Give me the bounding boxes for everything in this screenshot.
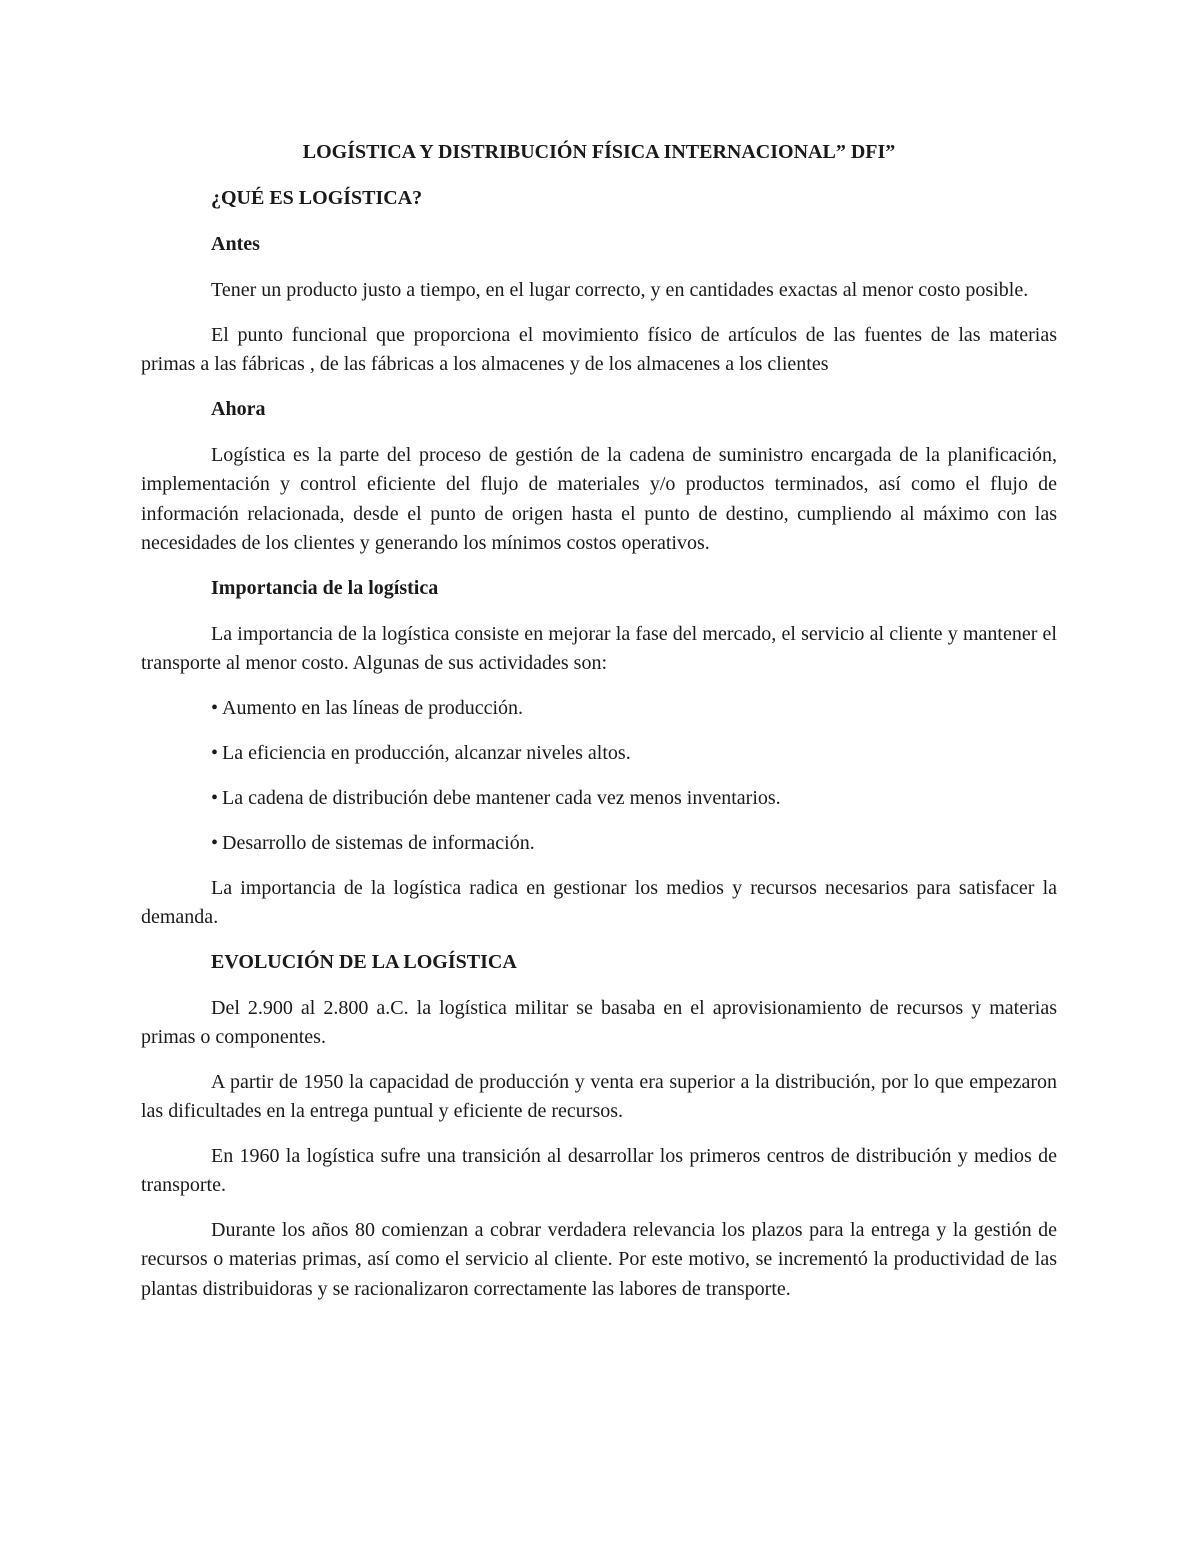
- bullet-item: [141, 829, 1057, 858]
- paragraph: En 1960 la logística sufre una transición al desarrollar los primeros centros de distribución y medios de transporte.: [141, 1144, 1057, 1196]
- paragraph: La importancia de la logística consiste en mejorar la fase del mercado, el servicio al cliente y mantener el transporte al menor costo. Algunas de sus actividades son:: [141, 622, 1057, 674]
- question-heading: ¿QUÉ ES LOGÍSTICA?: [211, 187, 423, 209]
- bullet-item: [141, 784, 1057, 813]
- bullet-text: Desarrollo de sistemas de información.: [222, 831, 535, 854]
- bullet-icon: •: [211, 831, 219, 854]
- paragraph: El punto funcional que proporciona el movimiento físico de artículos de las fuentes de las materias primas a las fábricas , de las fábricas a los almacenes y de los almacenes a los clientes: [141, 323, 1057, 375]
- paragraph: Logística es la parte del proceso de gestión de la cadena de suministro encargada de la planificación, implementación y control eficiente del flujo de materiales y/o productos terminados, así como el flujo de información relacionada, desde el punto de origen hasta el punto de destino, cumpliendo al máximo con las necesidades de los clientes y generando los mínimos costos operativos.: [141, 443, 1057, 554]
- bullet-text: La cadena de distribución debe mantener cada vez menos inventarios.: [222, 786, 781, 809]
- paragraph: A partir de 1950 la capacidad de producción y venta era superior a la distribución, por lo que empezaron las dificultades en la entrega puntual y eficiente de recursos.: [141, 1070, 1057, 1122]
- document-page: [141, 138, 1057, 1319]
- bullet-icon: •: [211, 696, 219, 719]
- section-heading-importancia: Importancia de la logística: [211, 576, 439, 599]
- bullet-icon: •: [211, 786, 219, 809]
- paragraph: Del 2.900 al 2.800 a.C. la logística militar se basaba en el aprovisionamiento de recursos y materias primas o componentes.: [141, 996, 1057, 1048]
- paragraph: Durante los años 80 comienzan a cobrar verdadera relevancia los plazos para la entrega y la gestión de recursos o materias primas, así como el servicio al cliente. Por este motivo, se incrementó la productividad de las plantas distribuidoras y se racionalizaron correctamente las labores de transporte.: [141, 1218, 1057, 1300]
- bullet-item: [141, 694, 1057, 723]
- paragraph: Tener un producto justo a tiempo, en el lugar correcto, y en cantidades exactas al menor costo posible.: [211, 279, 1029, 301]
- bullet-item: [141, 739, 1057, 768]
- bullet-icon: •: [211, 741, 219, 764]
- section-heading-ahora: Ahora: [211, 397, 266, 420]
- section-heading-antes: Antes: [211, 233, 260, 255]
- bullet-text: La eficiencia en producción, alcanzar niveles altos.: [222, 741, 631, 764]
- bullet-text: Aumento en las líneas de producción.: [222, 696, 524, 719]
- section-heading-evolucion: EVOLUCIÓN DE LA LOGÍSTICA: [211, 950, 517, 973]
- paragraph: La importancia de la logística radica en gestionar los medios y recursos necesarios para satisfacer la demanda.: [141, 876, 1057, 928]
- document-title: LOGÍSTICA Y DISTRIBUCIÓN FÍSICA INTERNACIONAL” DFI”: [302, 141, 896, 163]
